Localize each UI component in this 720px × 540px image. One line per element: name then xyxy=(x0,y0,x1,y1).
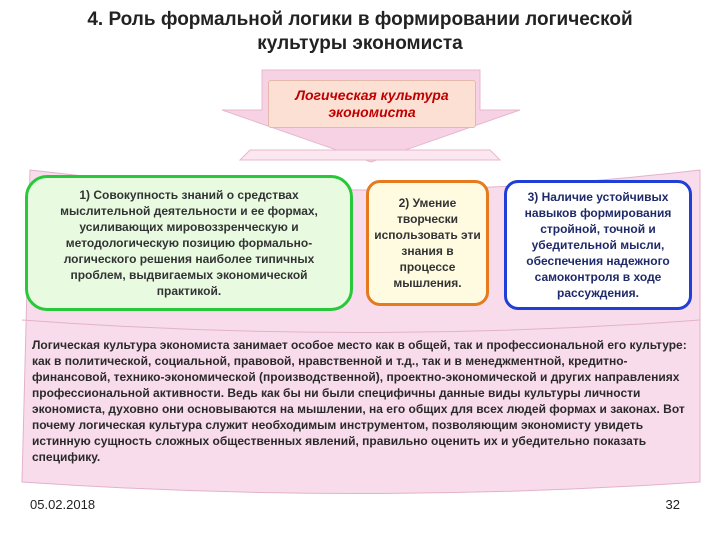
central-concept-line1: Логическая культура xyxy=(295,87,449,103)
footer-date: 05.02.2018 xyxy=(30,497,96,512)
slide-title-line2: культуры экономиста xyxy=(257,33,463,54)
page-number: 32 xyxy=(665,497,680,512)
component-knowledge-text: 1) Совокупность знаний о средствах мыслительной деятельности и ее формах, усиливающих мировоззренческую и методологическую позицию формально-логического решения наиболее типичных проблем, выдвигаемых экономической практикой. xyxy=(60,188,318,298)
component-skill-text: 2) Умение творчески использовать эти знания в процессе мышления. xyxy=(374,196,481,290)
component-box-knowledge xyxy=(25,175,353,311)
slide-title xyxy=(40,8,680,56)
explanatory-paragraph: Логическая культура экономиста занимает особое место как в общей, так и профессиональной его культуре: как в политической, социальной, правовой, нравственной и т.д., так и в менеджментной, кредитно-финансовой, технико-экономической (производственной), проектно-экономической и других направлениях профессиональной активности. Ведь как бы ни были специфичны данные виды культуры личности экономиста, духовно они основываются на мышлении, на его общих для всех людей формах и законах. Вот почему логическая культура служит необходимым инструментом, позволяющим экономисту увидеть истинную сущность сложных общественных явлений, правильно оценить их и убедительно показать специфику. xyxy=(32,338,687,464)
component-habits-text: 3) Наличие устойчивых навыков формирования стройной, точной и убедительной мысли, обеспечения надежного самоконтроля в ходе рассуждения. xyxy=(524,190,672,300)
central-concept-line2: экономиста xyxy=(328,104,416,120)
component-box-habits xyxy=(504,180,692,310)
central-concept-box xyxy=(268,80,476,128)
component-box-skill xyxy=(366,180,489,306)
slide-title-line1: 4. Роль формальной логики в формировании логической xyxy=(87,9,633,30)
